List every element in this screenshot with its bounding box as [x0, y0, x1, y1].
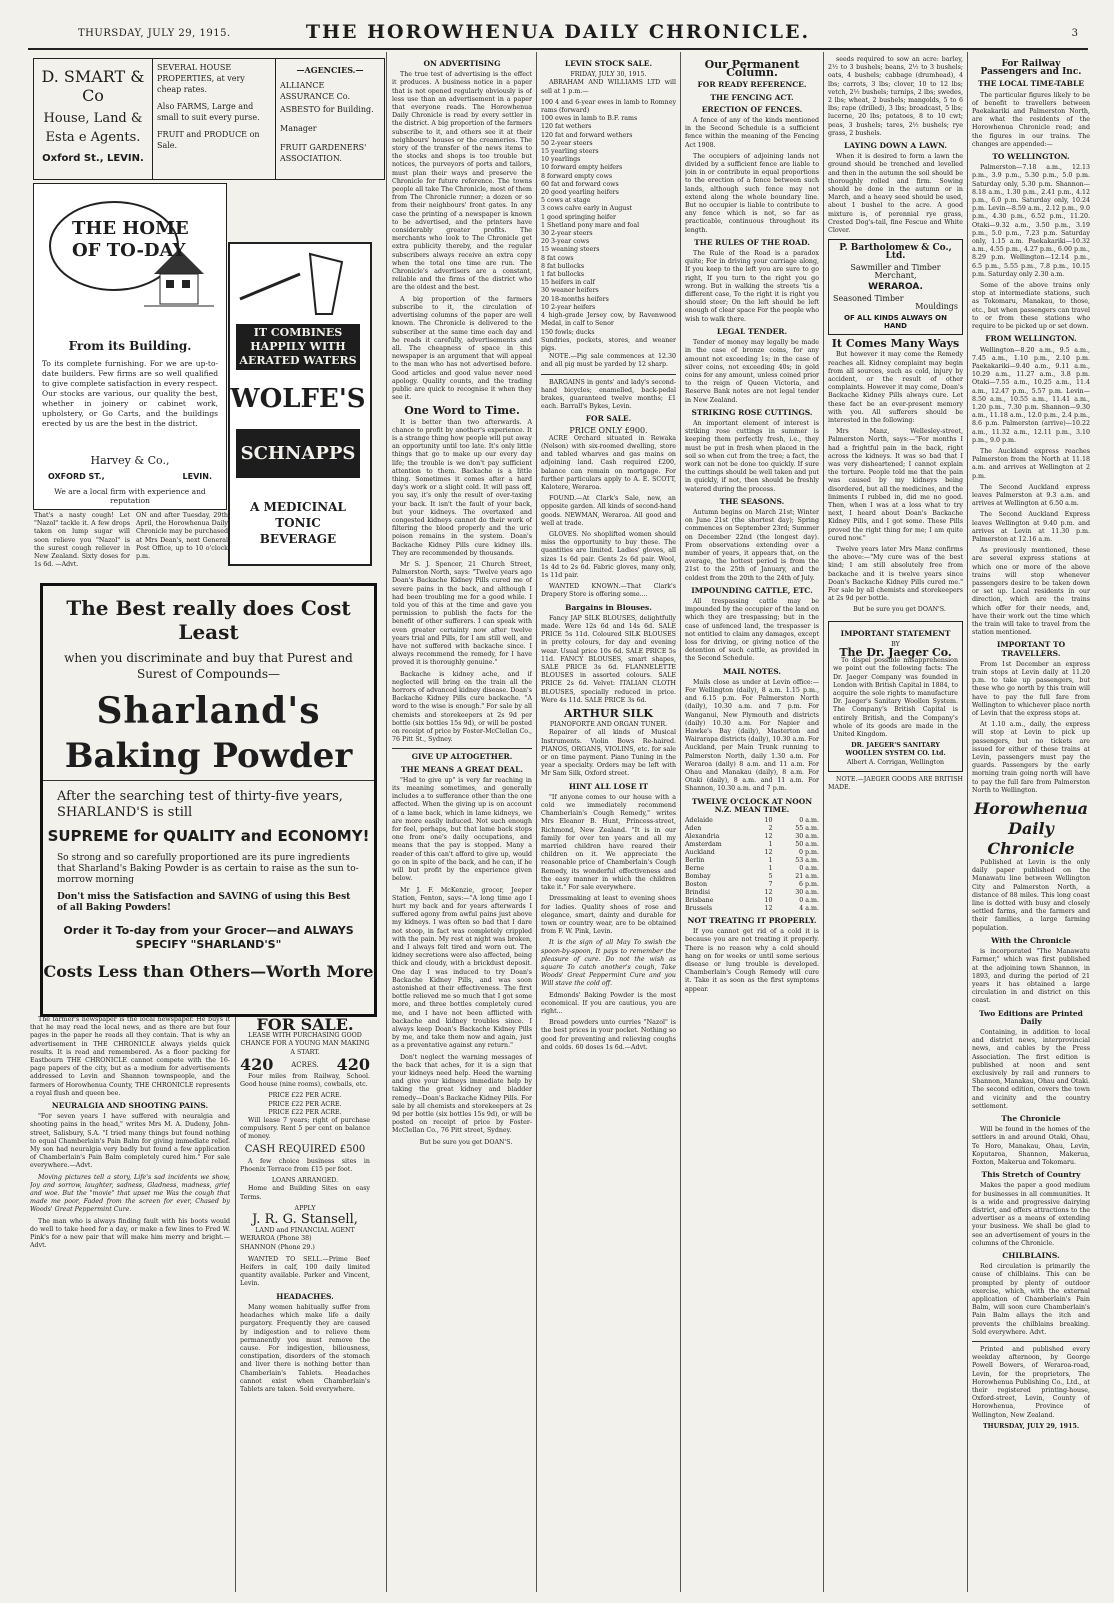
from-wellington-text: Wellington—8.20 a.m., 9.5 a.m., 7.45 a.m., 1.10 p.m., 2.10 p.m. Paekakariki—9.40 a.m., 9.11 a.m., 10.29 a.m., 11.27 a.m., 3.8 p.m. Otaki—7.55 a.m., 10.25 a.m., 11.4 a.m., 12.47 p.m., 5.57 p.m. Levin—8.50 a.m., 10.55 a.m., 11.41 a.m., 1.20 p.m., 7.30 p.m. Shannon—9.30 a.m., 11.18 a.m., 12.0 p.m., 2.4 p.m., 8.6 p.m. Palmerston (arrive)—10.22 a.m., 11.32 a.m., 12.11 p.m., 3.10 p.m., 9.0 p.m. — [972, 346, 1090, 444]
table-cell: 12 — [764, 905, 773, 913]
table-cell: 50 a.m. — [795, 841, 819, 849]
imprint-date: THURSDAY, JULY 29, 1915. — [982, 1422, 1080, 1430]
stretch-heading: This Stretch of Country — [981, 1170, 1081, 1180]
bartholomew-sub: Sawmiller and Timber Merchant, — [850, 262, 941, 280]
neuralgia-heading: NEURALGIA AND SHOOTING PAINS. — [51, 1101, 209, 1111]
many-ways-text1: But however it may come the Remedy reaches all. Kidney complaint may begin from all sources, such as cold, injury by accident, or the result of other complaints. However it may come, Doan's Backache Kidney Pills always cure. Let these fact be an ever-present memory with you. All sufferers should be interested in the following: — [828, 351, 963, 424]
imprint-text: Printed and published every weekday afternoon, by George Powell Bowers, of Weraroa-road, Levin, for the proprietors, The Horowhenua Publishing Co., Ltd., at their registered printing-house, Oxford-street, Levin, County of Horowhenua, Province of Wellington, New Zealand. — [972, 1346, 1090, 1419]
stock-sale-item: 20 3-year cows — [541, 238, 590, 246]
mean-time-heading: TWELVE O'CLOCK AT NOON N.Z. MEAN TIME. — [691, 796, 813, 814]
table-cell: Berlin — [685, 857, 705, 865]
home-addr2: LEVIN. — [182, 472, 212, 481]
travellers-heading: IMPORTANT TO TRAVELLERS. — [996, 640, 1066, 658]
nazol-text: Bread powders unto curries "Nazol" is the best prices in your pocket. Nothing so good for preventing and relieving coughs and colds. 60 doses 1s 6d.—Advt. — [541, 1019, 676, 1051]
agencies-line3: Manager — [280, 124, 317, 133]
permanent-column-heading: Our Permanent Column. — [704, 58, 800, 80]
lawn-heading: LAYING DOWN A LAWN. — [844, 141, 947, 151]
divider — [392, 748, 532, 749]
table-cell: 30 a.m. — [795, 889, 819, 897]
lawn-text: When it is desired to form a lawn the ground should be trenched and levelled and then in the autumn the soil should be thoroughly rolled and firm. Sowing should be done in the autumn or in March, and a heavy seed should be used, about 1 bushel to the acre. A good mixture is, of perennial rye grass, Crested Dog's-tail, fine Fescue and White Clover. — [828, 153, 963, 235]
agencies-line2: ASBESTO for Building. — [280, 105, 374, 114]
schnapps-line2: A MEDICINAL TONIC BEVERAGE — [250, 500, 346, 546]
one-word-text2: Mr S. J. Spencer, 21 Church Street, Palmerston North, says: "Twelve years ago Doan's Backache Kidney Pills cured me of severe pains in the back, and although I had been troubling me for a good while. I told you of this at the time and gave you permission to publish the facts for the benefit of other sufferers. I can speak with even greater certainty now after twelve years trial and Pills, for I am still well, and have not suffered with backache since. I always recommend the remedy, for I have proved it is thoroughly genuine." — [392, 560, 532, 667]
smart-properties: SEVERAL HOUSE PROPERTIES, at very cheap rates. — [157, 63, 245, 94]
one-word-heading: One Word to Time. — [404, 404, 520, 418]
stock-sale-item: 1 good springing heifer — [541, 213, 616, 221]
one-word-text3: Backache is kidney ache, and if neglected will bring on the train all the horrors of advanced kidney disease. Doan's Backache Kidney Pills cure backache. "A word to the wise is enough." For sale by all chemists and storekeepers at 2s 9d per bottle (six bottles 15s 9d), or will be posted on receipt of price by Foster-McClellan Co., 76 Pitt St., Sydney. — [392, 670, 532, 744]
table-cell: 0 a.m. — [799, 865, 819, 873]
the-chronicle-text: Will be found in the homes of the settlers in and around Otaki, Ohau, Te Horo, Manakau, Ohau, Levin, Koputaroa, Shannon, Makerua, Foxton, Makerua and Tokomaru. — [972, 1126, 1090, 1166]
chilblains-heading: CHILBLAINS. — [1002, 1251, 1060, 1260]
arthur-silk-text: Repairer of all kinds of Musical Instruments. Violin Bows Re-haired. PIANOS, ORGANS, VIOLINS, etc. for sale or on time payment. Piano Tuning in the year a specialty. Orders may be left with Mr Sam Silk, Oxford street. — [541, 729, 676, 778]
found-text: FOUND.—At Clark's Sale, new, an opposite garden. All kinds of second-hand goods. NEWMAN, Weraroa. All good and well at trade. — [541, 495, 676, 527]
table-cell: 4 a.m. — [799, 905, 819, 913]
sharland-body5: Order it To-day from your Grocer—and ALWAYS SPECIFY "SHARLAND'S" — [63, 924, 354, 951]
stock-sale-item: 8 forward empty cows — [541, 172, 613, 180]
table-cell: 1 — [768, 841, 773, 849]
chronicle-mast1: Horowhenua — [973, 799, 1089, 819]
jaeger-firm-full: DR. JAEGER'S SANITARY WOOLLEN SYSTEM CO. Ltd. — [845, 742, 946, 758]
acres-label: ACRES. — [291, 1060, 319, 1069]
stock-sale-item: 1 fat bullocks — [541, 271, 585, 279]
jaeger-firm: The Dr. Jaeger Co. — [839, 646, 952, 659]
blouses-heading: Bargains in Blouses. — [565, 602, 652, 612]
mean-time-table — [685, 817, 819, 913]
travellers-text1: From 1st December an express train stops at Levin daily at 11.20 p.m. to take up passengers, but these who go north by this train will have to pay the full fare from Wellington to whichever place north of Levin that the express stops at. — [972, 660, 1090, 718]
stock-sale-item: 100 ewes in lamb to B.F. rams — [541, 115, 638, 123]
dressmaking-text: Dressmaking at least to evening shoes for ladies. Quality shoes of rose and elegance, smart, dainty and durable for town or country wear, are to be obtained from F. W. Pink, Levin. — [541, 895, 676, 936]
agencies-title: —AGENCIES.— — [296, 65, 364, 75]
stock-sale-item: 15 heifers in calf — [541, 279, 595, 287]
auckland-express-text1: The Auckland express reaches Palmerston from the North at 11.18 a.m. and arrives at Wellington at 2 p.m. — [972, 447, 1090, 480]
home-addr1: OXFORD ST., — [48, 472, 105, 481]
stock-sale-item: 10 2-year heifers — [541, 303, 596, 311]
table-cell: 1 — [768, 857, 773, 865]
home-subtitle: From its Building. — [68, 339, 192, 353]
table-cell: 55 a.m. — [795, 825, 819, 833]
many-ways-heading: It Comes Many Ways — [831, 337, 960, 351]
gloves-text: GLOVES. No shoplifted women should miss the opportunity to buy these. The quantities are limited. Ladies' gloves, all sizes 1s 6d pair. Gents 2s 6d pair. Wool, 1s 4d to 2s 6d. Fabric gloves, many only, 1s 11d pair. — [541, 530, 676, 579]
schnapps-line1: IT COMBINES HAPPILY WITH AERATED WATERS — [236, 324, 360, 370]
ready-reference: FOR READY REFERENCE. — [697, 80, 807, 90]
impounding-heading: IMPOUNDING CATTLE, ETC. — [691, 585, 813, 595]
column-rule — [823, 52, 824, 1592]
schnapps-ad — [228, 242, 372, 566]
hint-heading: HINT ALL LOSE IT — [568, 781, 649, 791]
jaeger-note: NOTE.—JAEGER GOODS ARE BRITISH MADE. — [828, 775, 963, 792]
stock-sale-list — [541, 99, 676, 353]
advertising-text2: A big proportion of the farmers subscribe to it, the circulation of advertising columns of the paper are well known. The Chronicle is delivered to the subscriber at the same time each day and he reads it carefully, advertisements and all. The cheapness of space in this newspaper is an argument that will appeal to the man who has not advertised before. Good articles and good value never need apology. Quality counts, and the trading public are quick to recognise it when they see it. — [392, 295, 532, 402]
acres-row — [240, 1054, 370, 1074]
table-row — [685, 849, 819, 857]
bartholomew-ad — [828, 239, 963, 335]
arthur-silk-sub: PIANOFORTE AND ORGAN TUNER. — [549, 721, 668, 729]
auckland-express-text2: The Second Auckland express leaves Palmerston at 9.3 a.m. and arrives at Wellington at 6.50 a.m. — [972, 483, 1090, 508]
agencies-line1: ALLIANCE ASSURANCE Co. — [280, 81, 350, 101]
table-row — [685, 817, 819, 825]
table-row — [685, 833, 819, 841]
chronicle-about: Published at Levin is the only daily paper published on the Manawatu line between Wellington City and Palmerston North, a distance of 88 miles. This long coast line is dotted with busy and closely settled farms, and the farmers and their families, a large farming population. — [972, 859, 1090, 932]
stock-sale-item: 5 cows at stage — [541, 197, 591, 205]
give-up-text1: "Had to give up" is very far reaching in its meaning sometimes, and generally includes a to sufferance other than the one affected. When the giving up is on account of a lame back, which in lame kidneys, we are more easily induced. Not such enough for feel, perhaps, but that lame back stops one from one's daily occupations, and means that the pay is stopped. Many a reader of this can't afford to give up, would go on in spite of the back, and he can, if he will but profit by the experience given below. — [392, 776, 532, 883]
erection-heading: ERECTION OF FENCES. — [701, 104, 803, 114]
sale-sub: LEASE WITH PURCHASING GOOD CHANCE FOR A YOUNG MAN MAKING A START. — [240, 1032, 370, 1056]
stock-sale-item: 15 yearling steers — [541, 148, 599, 156]
table-cell: Alexandria — [685, 833, 720, 841]
table-cell: 0 a.m. — [799, 817, 819, 825]
sale-text4: Home and Building Sites on easy Terms. — [240, 1185, 370, 1201]
column-7 — [972, 56, 1090, 1596]
smart-name: D. SMART & Co — [41, 67, 145, 105]
hint-text: "If anyone comes to our house with a cold we immediately recommend Chamberlain's Cough Remedy," writes Mrs Eleanor B. Hunt, Princess-street, Richmond, New Zealand. "It is in our family for over ten years and all my married children have reared their children on it. We appreciate the reasonable price of Chamberlain's Cough Remedy, its wonderful effectiveness and the easy manner in which the children take it." For sale everywhere. — [541, 793, 676, 892]
sale-text1: Four miles from Railway, School. Good house (nine rooms), cowbails, etc. — [240, 1073, 370, 1089]
sharland-ad — [40, 583, 377, 1017]
to-wellington-text: Palmerston—7.18 a.m., 12.13 p.m., 3.9 p.m., 5.30 p.m., 5.0 p.m. Saturday only, 5.30 p.m. Shannon—8.18 a.m., 1.30 p.m., 2.41 p.m., 4.12 p.m., 6.0 p.m. Saturday only, 10.24 p.m. Levin—8.59 a.m., 2.12 p.m., 9.0 p.m., 4.30 p.m., 6.52 p.m., 11.20. Otaki—9.32 a.m., 3.50 p.m., 3.19 p.m., 5.0 p.m., 7.23 p.m. Saturday only, 1.15 a.m. Paekakariki—10.32 a.m., 4.55 p.m., 4.27 p.m., 6.00 p.m., 8.29 p.m. Wellington—12.14 p.m., 6.5 p.m., 5.55 p.m., 7.8 p.m., 10.15 p.m. Saturday only 2.30 a.m. — [972, 164, 1090, 278]
table-cell: 10 — [764, 817, 773, 825]
stock-sale-item: Sundries, pockets, stores, and weaner pigs. — [541, 336, 676, 352]
jaeger-signature: Albert A. Corrigan, Wellington — [846, 758, 945, 766]
table-cell: 12 — [764, 833, 773, 841]
table-cell: 7 — [768, 881, 773, 889]
agencies-ad — [275, 58, 385, 180]
table-cell: 12 — [764, 849, 773, 857]
schnapps-brand2: SCHNAPPS — [236, 429, 360, 478]
table-row — [685, 889, 819, 897]
stations-text: Some of the above trains only stop at intermediate stations, such as Tokomaru, Manakau, to those, etc., but when passengers can travel to or from these stations who require to be picked up or set down. — [972, 282, 1090, 331]
peppermint-verse: It is the sign of all May To swish the spoon-by-spoon, It pays to remember the pleasure of cure. Do not the wish as square To catch another's cough, Take Woods' Great Peppermint Cure and you Will stave the cold off. — [541, 939, 676, 988]
edmonds-text: Edmonds' Baking Powder is the most economical. If you are cautious, you are right... — [541, 991, 676, 1015]
sharland-body3: So strong and so carefully proportioned are its pure ingredients that Sharland's Baking Powder is as certain to raise as the sun to-morrow morning — [57, 853, 359, 885]
column-rule — [386, 52, 387, 1592]
table-row — [685, 873, 819, 881]
table-cell: Amsterdam — [685, 841, 722, 849]
stock-sale-item: 30 weaner heifers — [541, 287, 599, 295]
divider — [541, 374, 676, 375]
many-ways-text2: Mrs Manz, Wellesley-street, Palmerston North, says:—"For months I had a frightful pain in the back, right across the kidneys. It was so bad that I was very disheartened; I cannot explain the torture. People told me that the pain was caused by my kidneys being disordered, but all the medicines, and the liniments I rubbed in, did me no good. Then, when I was at a loss what to try next, I heard about Doan's Backache Kidney Pills, and I got some. These Pills proved the right thing for me; I am quite cured now." — [828, 428, 963, 542]
table-cell: 6 p.m. — [798, 881, 819, 889]
nazol-notice: That's a nasty cough! Let "Nazol" tackle it. A few drops taken on lump sugar will soon relieve you "Nazol" is the surest cough reliever in New Zealand. Sixty doses for 1s 6d. —Advt. — [34, 512, 130, 569]
sale-price3: PRICE £22 PER ACRE. — [268, 1108, 342, 1116]
stock-sale-item: 30 2-year steers — [541, 230, 593, 238]
stansell-phone2: SHANNON (Phone 29.) — [240, 1243, 315, 1251]
stock-sale-item: 120 fat wethers — [541, 123, 592, 131]
stock-sale-item: 8 fat cows — [541, 254, 574, 262]
table-row — [685, 865, 819, 873]
bartholomew-line1: Seasoned Timber — [833, 294, 904, 304]
two-editions-heading: Two Editions are Printed Daily — [979, 1008, 1083, 1026]
table-cell: 5 — [768, 873, 773, 881]
stock-sale-item: 20 good yearling heifers — [541, 189, 619, 197]
timetable-intro: The particular figures likely to be of benefit to travellers between Paekakariki and Palmerston North, are what the residents of the Horowhenua Chronicle read; and the figures in our trains. The changes are appended:— — [972, 91, 1090, 148]
table-cell: 30 a.m. — [795, 833, 819, 841]
column-5 — [685, 56, 819, 1596]
column-rule — [967, 52, 968, 1592]
column-rule — [680, 52, 681, 1592]
rose-cuttings-text: An important element of interest is striking rose cuttings in summer is keeping them perfectly fresh, i.e., they must be put in fresh when placed in the soil so when cut from the tree; a fact, the work can not be done too quickly. If sure the cuttings should be well taken and put in quickly, if not, then should be freshly watered during the process. — [685, 419, 819, 493]
bartholomew-firm: P. Bartholomew & Co., Ltd. — [839, 243, 952, 262]
stock-sale-item: 10 forward empty heifers — [541, 164, 623, 172]
many-ways-text3: Twelve years later Mrs Manz confirms the above:—"My cure was of the best kind; I am still absolutely free from backache and it is twelve years since Doan's Backache Kidney Pills cured me." For sale by all chemists and storekeepers at 2s 9d per bottle. — [828, 545, 963, 603]
fencing-text1: A fence of any of the kinds mentioned in the Second Schedule is a sufficient fence within the meaning of the Fencing Act 1908. — [685, 117, 819, 149]
fencing-text2: The occupiers of adjoining lands not divided by a sufficient fence are liable to join in or contribute in equal proportions to the erection of a fence between such lands, although such fence may not extend along the whole boundary line. But no occupier is liable to contribute to any fence which is not, so far as practicable, continuous throughout its length. — [685, 152, 819, 234]
table-cell: Berne — [685, 865, 705, 873]
from-wellington-heading: FROM WELLINGTON. — [985, 334, 1077, 344]
home-title2: OF TO-DAY — [72, 240, 186, 261]
with-chronicle-text: is incorporated "The Manawatu Farmer," which was first published at the adjoining town Shannon, in 1893, and during the period of 21 years it has obtained a large circulation in and district on this coast. — [972, 948, 1090, 1005]
table-cell: Adelaide — [685, 817, 713, 825]
advertising-heading: ON ADVERTISING — [423, 59, 501, 68]
sale-loans: LOANS ARRANGED. — [271, 1177, 339, 1185]
stock-sale-item: 20 18-months heifers — [541, 295, 609, 303]
table-cell: 12 — [764, 889, 773, 897]
auckland-express-text3: The Second Auckland Express leaves Wellington at 9.40 p.m. and arrives at Levin at 11.30 p.m. Palmerston at 12.16 a.m. — [972, 511, 1090, 543]
sharland-body2: SUPREME for QUALITY and ECONOMY! — [47, 827, 370, 845]
stock-sale-item: 150 fowls; ducks — [541, 328, 595, 336]
table-row — [685, 841, 819, 849]
to-wellington-heading: TO WELLINGTON. — [992, 152, 1070, 162]
sharland-body6: Costs Less than Others—Worth More — [43, 962, 374, 981]
stock-sale-item: 10 yearlings — [541, 156, 581, 164]
stock-sale-item: 120 fat and forward wethers — [541, 131, 633, 139]
give-up-text2: Mr J. F. McKenzie, grocer, Jeeper Station, Fenton, says:—"A long time ago I hurt my back and for years afterwards I suffered agony from awful pains just above my kidneys. I was often so bad that I dare not stoop, in fact was completely crippled with the pain. My rest at night was broken, and I always felt tired and worn out. The kidney secretions were also affected, being thick and cloudy, with a brickdust deposit. One day I was induced to try Doan's Backache Kidney Pills, and was soon astonished at their effectiveness. The first bottle relieved me so much that I got some more, and three bottles completely cured me, and I have not been afflicted with backache and kidney troubles since. I always keep Doan's Backache Kidney Pills by me, and take them now and again, just as a preventative against any return." — [392, 886, 532, 1050]
mail-notes-text: Mails close as under at Levin office:— For Wellington (daily), 8 a.m. 1.15 p.m., and 6.15 p.m. For Palmerston North (daily), 10.30 a.m. and 7 p.m. For Wanganui, New Plymouth and districts (daily) 10.30 a.m. For Napier and Hawke's Bay (daily), Masterton and Wairarapa districts (daily), 10.30 a.m. For Auckland, per Main Trunk running to Palmerston North, daily 1.30 a.m. For Weraroa (daily) 8 a.m. and 11 a.m. For Ohau and Manakau (daily), 8 a.m. For Otaki (daily), 8 a.m. and 11 a.m. For Shannon, 10.30 a.m. and 7 p.m. — [685, 678, 819, 793]
stock-sale-item: 50 2-year steers — [541, 139, 593, 147]
table-cell: 2 — [768, 825, 773, 833]
sharland-sub: when you discriminate and buy that Purest and Surest of Compounds— — [64, 651, 353, 681]
legal-tender-text: Tender of money may legally be made in the case of bronze coins, for any amount not exceeding 1s; in the case of silver coins, not exceeding 40s; in gold coins for any amount, unless coined prior to the reign of Queen Victoria, and Reserve Bank notes are not legal tender in New Zealand. — [685, 339, 819, 404]
sale-price2: PRICE £22 PER ACRE. — [268, 1100, 342, 1108]
sale-apply: APPLY — [294, 1204, 316, 1212]
stock-sale-item: 3 cows calve early in August — [541, 205, 633, 213]
timetable-heading: THE LOCAL TIME-TABLE — [978, 79, 1084, 89]
stansell-sub: LAND and FINANCIAL AGENT — [255, 1227, 355, 1235]
sale-text3: A few choice business sites in Phoenix Terrace from £15 per foot. — [240, 1157, 370, 1174]
stock-sale-item: 60 fat and forward cows — [541, 180, 619, 188]
with-chronicle-heading: With the Chronicle — [991, 935, 1071, 945]
glass-illustration — [230, 244, 366, 324]
give-up-text3: Don't neglect the warning messages of the back that aches, for it is a sign that your kidneys need help. Heed the warning and give your kidneys immediate help by taking the great kidney and bladder remedy—Doan's Backache Kidney Pills. For sale by all chemists and storekeepers at 2s 9d per bottle (six bottles 15s 9d), or will be posted on receipt of price by Foster-McClellan Co., 76 Pitt street, Sydney. — [392, 1053, 532, 1135]
stock-sale-item: 15 weaning steers — [541, 246, 600, 254]
not-treating-heading: NOT TREATING IT PROPERLY. — [687, 916, 817, 926]
road-rules-text: The Rule of the Road is a paradox quite; For in driving your carriage along, If you keep to the left you are sure to go right, If you turn to the right you go wrong. But in walking the streets 'tis a different case, To the right it is right you should steer; On the left should be left enough of clear space For the people who wish to walk there. — [685, 250, 819, 323]
express-stations-text: As previously mentioned, these are several express stations at which one or more of the above trains will stop whenever passengers desire to be taken down or set up. Local residents in our direction, which are the trains which offer for their needs, and, have their work out the time which the train will take to travel from the station mentioned. — [972, 547, 1090, 637]
masthead-date: THURSDAY, JULY 29, 1915. — [78, 28, 231, 39]
sharland-divider — [43, 780, 374, 781]
sale-text2: Will lease 7 years; right of purchase compulsory. Rent 5 per cent on balance of money. — [240, 1117, 370, 1141]
sharland-headline: The Best really does Cost Least — [66, 596, 351, 644]
give-up-heading: GIVE UP ALTOGETHER. — [411, 752, 513, 762]
blouses-text: Fancy JAP SILK BLOUSES, delightfully made. Were 12s 6d and 14s 6d. SALE PRICE 5s 11d. Coloured SILK BLOUSES in pretty colours, for day and evening wear. Usual price 10s 6d. SALE PRICE 5s 11d. FANCY BLOUSES, smart shapes, SALE PRICE 3s 6d. FLANNELETTE BLOUSES in assorted colours. SALE PRICE 2s 6d. Velvet: ITALIAN CLOTH BLOUSES, specially reduced in price. Were 4s 11d. SALE PRICE 3s 6d. — [541, 614, 676, 704]
table-cell: Brindisi — [685, 889, 710, 897]
stock-sale-intro: ABRAHAM AND WILLIAMS LTD will sell at 1 p.m.— — [541, 79, 676, 95]
sale-title: FOR SALE. — [256, 1016, 354, 1034]
schnapps-brand1: WOLFE'S — [230, 384, 366, 414]
farmers-text: The farmer's newspaper is the local newspaper. He buys it that he may read the local news, and as there are but four pages in the paper he reads all they contain. That is why an advertisement in THE CHRONICLE always yields quick results. It is read and remembered. As a floor packing for Eastbourn THE CHRONICLE cannot compete with the 16-page papers of the city, but as a medium for advertisements addressed to Levin and Shannon townspeople, and the farmers of Horowhenua County, THE CHRONICLE represents a royal flush and queen bee. — [30, 1016, 230, 1097]
column-3 — [392, 56, 532, 1596]
sale-price1: PRICE £22 PER ACRE. — [268, 1092, 342, 1100]
bartholomew-line2: Mouldings — [915, 302, 958, 312]
sharland-brand1: Sharland's — [96, 690, 321, 732]
two-editions-text: Containing, in addition to local and district news, interprovincial news, and cables by the Press Association. The first edition is published at noon and sent exclusively by rail and runners to Shannon, Manakau, Ohau and Otaki. The second edition, covers the town and vicinity and the country settlement. — [972, 1028, 1090, 1110]
fencing-act-heading: THE FENCING ACT. — [710, 92, 794, 102]
farmers-column — [30, 1016, 230, 1596]
table-row — [685, 825, 819, 833]
column-rule — [536, 52, 537, 1592]
travellers-text2: At 1.10 a.m., daily, the express will stop at Levin to pick up passengers, but no tickets are issued for either of these trains at Levin, passengers must pay the guards. Passengers by the early morning train going north will have to pay the full fare from Palmerston North to Wellington. — [972, 721, 1090, 794]
smart-line2: House, Land & — [43, 111, 143, 126]
jaeger-ad — [828, 621, 963, 772]
column-rule — [235, 1012, 236, 1592]
orchard-text: ACRE Orchard situated in Rewaka (Nelson) with six-roomed dwelling, store and tabled wharves and gas mains on adjoining land. Cash required £200, balance can remain on mortgage. For further particulars apply to A. E. SCOTT, Kalotere, Weraroa. — [541, 434, 676, 491]
stock-sale-item: 4 high-grade Jersey cow, by Ravenwood Medal, in calf to Senor — [541, 312, 676, 328]
bartholomew-line3: OF ALL KINDS ALWAYS ON HAND — [844, 313, 947, 330]
table-cell: 1 — [768, 865, 773, 873]
sharland-body1: After the searching test of thirty-five years, SHARLAND'S is still — [57, 789, 343, 820]
wanted-text: WANTED TO SELL.—Prime Beef Heifers in calf, 100 daily limited quantity available. Parker and Vincent, Levin. — [240, 1255, 370, 1288]
sale-column — [240, 1016, 370, 1596]
divider — [972, 1341, 1090, 1342]
headaches-text: Many women habitually suffer from headaches which make life a daily purgatory. Frequently they are caused by indigestion and to relieve them permanently you must remove the cause. For indigestion, biliousness, constipation, disorders of the stomach and liver there is nothing better than Chamberlain's Tablets. Headaches cannot exist when Chamberlain's Tablets are taken. Sold everywhere. — [240, 1303, 370, 1393]
bartholomew-place: WERAROA. — [868, 282, 923, 293]
smart-address: Oxford St., LEVIN. — [42, 153, 144, 164]
seasons-heading: THE SEASONS. — [719, 496, 785, 506]
home-firm: Harvey & Co., — [90, 454, 170, 467]
movie-verse: Moving pictures tell a story, Life's sad incidents we show, Joy and sorrow, laughter, sadness, Gladness, madness, grief and woe. But the "movie" that upset me Was the cough that made me poor, Faded from the screen for ever, Chased by Woods' Great Peppermint Cure. — [30, 1173, 230, 1214]
table-cell: 21 a.m. — [795, 873, 819, 881]
column-6 — [828, 56, 963, 1596]
table-cell: 0 a.m. — [799, 897, 819, 905]
mail-notes-heading: MAIL NOTES. — [723, 666, 781, 676]
railway-heading: For Railway Passengers and Inc. — [980, 59, 1082, 78]
sharland-body4: Don't miss the Satisfaction and SAVING of using this Best of all Baking Powders! — [57, 892, 351, 913]
jaeger-text: To dispel possible misapprehension we point out the following facts: The Dr. Jaeger Company was founded in London with British Capital in 1884, to acquire the sole rights to manufacture Dr. Jaeger's Sanitary Woollen System. The Company's British Capital is entirely British, and the Company's whole of its goods are made in the United Kingdom. — [833, 657, 958, 739]
stock-sale-item: 100 4 and 6-year ewes in lamb to Romney rams (forward) — [541, 98, 676, 115]
wanted-known-text: WANTED KNOWN.—That Clark's Drapery Store is offering some.... — [541, 583, 676, 599]
boots-text: The man who is always finding fault with his boots would do well to take heed for a day, or make a few lines to Fred W. Pink's for a new pair that will make him merry and bright.—Advt. — [30, 1217, 230, 1250]
give-up-text4: But be sure you get DOAN'S. — [419, 1138, 513, 1146]
give-up-subheading: THE MEANS A GREAT DEAL. — [400, 764, 524, 774]
home-tagline: We are a local firm with experience and reputation — [54, 487, 206, 505]
acres-right: 420 — [336, 1054, 370, 1074]
arthur-silk-name: ARTHUR SILK — [563, 707, 653, 721]
stock-sale-note: NOTE.—Pig sale commences at 12.30 and all pig must be yarded by 12 sharp. — [541, 353, 676, 369]
advertising-text1: The true test of advertising is the effect it produces. A business notice in a paper that is not opened regularly obviously is of less use than an advertisement in a paper that everyone reads. The Horowhenua Daily Chronicle is read by every settler in the district. A big proportion of the farmers subscribe to it, and others see it at their neighbours' houses or the creameries. The story of the transfer of the news items to the stocks and shops is too trouble but notices, the purveyors of ports and tailors, must plan their ways and preserve the Chronicle for future reference. The towns people all take The Chronicle, most of them from The Chronicle runner; a dozen or so from their neighbours' front gates. In any case the printing of a newspaper is known to be advertised, and the printers have considerably greater profits. The merchants who look to The Chronicle get extra publicity thereby, and the regular subscribers always receive an extra copy when the total one time are run. The Chronicle's advertisers are a constant, reliable and the firms of the district who are the oldest and the best. — [392, 71, 532, 292]
one-word-text1: It is better than two afterwards. A chance to profit by another's experience. It is a strange thing how people will put away an opportunity until too late. It's only little things that go to make up our every day life; the trouble is we don't pay sufficient attention to them. Backache is a little thing. Sometimes it comes after a hard day's work or a slight cold. It will pass off, you say, it's only the result of over-taxing your back. It isn't the fault of your back, but your kidneys. The overtaxed and congested kidneys cannot do their work of filtering the blood properly and the uric poison remains in the system. Doan's Backache Kidney Pills cure kidney ills. They are recommended by thousands. — [392, 418, 532, 557]
home-ad — [33, 183, 227, 510]
acres-left: 420 — [240, 1054, 274, 1074]
sale-cash: CASH REQUIRED £500 — [244, 1143, 366, 1155]
home-body: To its complete furnishing. For we are up-to-date builders. Few firms are so well qualified to give complete satisfaction in every respect. Our stocks are various, our quality the best, whether in joinery or cabinet work, upholstery, or Go Carts, and the buildings erected by us are the best in the district. — [42, 359, 218, 428]
chilblains-text: Red circulation is primarily the cause of chilblains. This can be prompted by plenty of outdoor exercise, which, with the external application of Chamberlain's Pain Balm, will soon cure Chamberlain's Pain Balm allays the itch and prevents the chilblains breaking. Sold everywhere. Advt. — [972, 1263, 1090, 1336]
legal-tender-heading: LEGAL TENDER. — [716, 326, 788, 336]
home-title1: THE HOME — [72, 218, 189, 239]
smart-fruit: FRUIT and PRODUCE on Sale. — [157, 130, 260, 150]
table-cell: Brisbane — [685, 897, 714, 905]
table-row — [685, 905, 819, 913]
headaches-heading: HEADACHES. — [276, 1291, 334, 1301]
table-cell: Brussels — [685, 905, 713, 913]
smart-ad — [33, 58, 153, 180]
table-cell: 0 p.m. — [798, 849, 819, 857]
stansell-name: J. R. G. Stansell, — [252, 1212, 358, 1228]
table-cell: 53 a.m. — [795, 857, 819, 865]
neuralgia-text: "For seven years I have suffered with neuralgia and shooting pains in the head," writes Mrs M. A. Dudeny, John-street, Salisbury, S.A. "I tried many things but found nothing to equal Chamberlain's Pain Balm for giving immediate relief. My son had neuralgia very badly but found a few application of Chamberlain's Pain Balm completely cured him." For sale everywhere.—Advt. — [30, 1113, 230, 1170]
masthead — [28, 18, 1088, 50]
stock-sale-item: 8 fat bullocks — [541, 262, 585, 270]
column-4 — [541, 56, 676, 1596]
not-treating-text: If you cannot get rid of a cold it is because you are not treating it properly. There is no reason why a cold should hang on for weeks or until some serious disease or lung trouble is developed. Chamberlain's Cough Remedy will cure it. Take it as soon as the first symptoms appear. — [685, 928, 819, 993]
smart-line3: Esta e Agents. — [45, 130, 141, 145]
forsale-price: PRICE ONLY £900. — [569, 425, 648, 435]
the-chronicle-heading: The Chronicle — [1001, 1113, 1061, 1123]
seeds-text: seeds required to sow an acre: barley, 2½ to 3 bushels; beans, 2½ to 3 bushels; oats, 4 bushels; cabbage (drumhead), 4 lbs; carrots, 3 lbs; clover, 10 to 12 lbs; vetch, 2½ bushels; turnips, 2 lbs; swedes, 2 lbs; wheat, 2 bushels; mangolds, 5 to 6 lbs; rape (drilled), 3 lbs; broadcast, 5 lbs; lucerne, 20 lbs; potatoes, 8 to 10 cwt; peas, 3 bushels; tares, 2½ bushels; rye grass, 2 bushels. — [828, 56, 963, 137]
stretch-text: Makes the paper a good medium for businesses in all communities. It is a wide and progressive dairying district, and offers attractions to the advertiser as a means of extending your business. We shall be glad to see an advertisement of yours in the columns of the Chronicle. — [972, 1182, 1090, 1247]
table-row — [685, 897, 819, 905]
chronicle-mast2: Daily — [1008, 819, 1054, 839]
table-cell: Auckland — [685, 849, 715, 857]
stansell-phone1: WERAROA (Phone 38) — [240, 1235, 312, 1243]
stock-sale-item: 1 Shetland pony mare and foal — [541, 221, 640, 229]
table-row — [685, 857, 819, 865]
agencies-line4: FRUIT GARDENERS' ASSOCIATION. — [280, 143, 367, 163]
chronicle-notice: ON and after Tuesday, 29th April, the Horowhenua Daily Chronicle may be purchased at Mrs Dean's, next General Post Office, up to 10 o'clock p.m. — [136, 512, 228, 561]
seasons-text: Autumn begins on March 21st; Winter on June 21st (the shortest day); Spring commences on September 23rd; Summer on December 22nd (the longest day). From observations extending over a number of years, it appears that, on the average, the hottest period is from the 21st to the 25th of January, and the coldest from the 20th to the 24th of July. — [685, 508, 819, 582]
many-ways-text4: But be sure you get DOAN'S. — [853, 606, 946, 614]
page-number: 3 — [1071, 28, 1078, 39]
jaeger-heading: IMPORTANT STATEMENT — [840, 628, 951, 638]
jaeger-by: BY — [891, 640, 900, 648]
chronicle-mast3: Chronicle — [987, 839, 1075, 859]
sharland-brand2: Baking Powder — [64, 736, 353, 776]
table-row — [685, 881, 819, 889]
table-cell: Aden — [685, 825, 702, 833]
road-rules-heading: THE RULES OF THE ROAD. — [694, 237, 810, 247]
forsale-heading: FOR SALE. — [585, 414, 632, 424]
stock-sale-heading: LEVIN STOCK SALE. — [564, 59, 653, 68]
table-cell: Bombay — [685, 873, 711, 881]
smart-properties-ad — [152, 58, 276, 180]
smart-farms: Also FARMS, Large and small to suit every purse. — [157, 102, 260, 122]
masthead-title: THE HOROWHENUA DAILY CHRONICLE. — [305, 21, 811, 43]
impounding-text: All trespassing cattle may be impounded by the occupier of the land on which they are trespassing; but in the case of unfenced land, the trespasser is not entitled to claim any damages, except loss for driving, or giving notice of the detention of such cattle, as provided in the Second Schedule. — [685, 597, 819, 663]
table-cell: Boston — [685, 881, 708, 889]
table-cell: 10 — [764, 897, 773, 905]
bargains-text: BARGAINS in gents' and lady's second-hand bicycles; enamelled, back-pedal brakes, guaranteed twelve months; £1 each. Barrall's Bykes, Levin. — [541, 378, 676, 411]
stock-sale-date: FRIDAY, JULY 30, 1915. — [570, 71, 647, 79]
rose-cuttings-heading: STRIKING ROSE CUTTINGS. — [691, 407, 813, 417]
